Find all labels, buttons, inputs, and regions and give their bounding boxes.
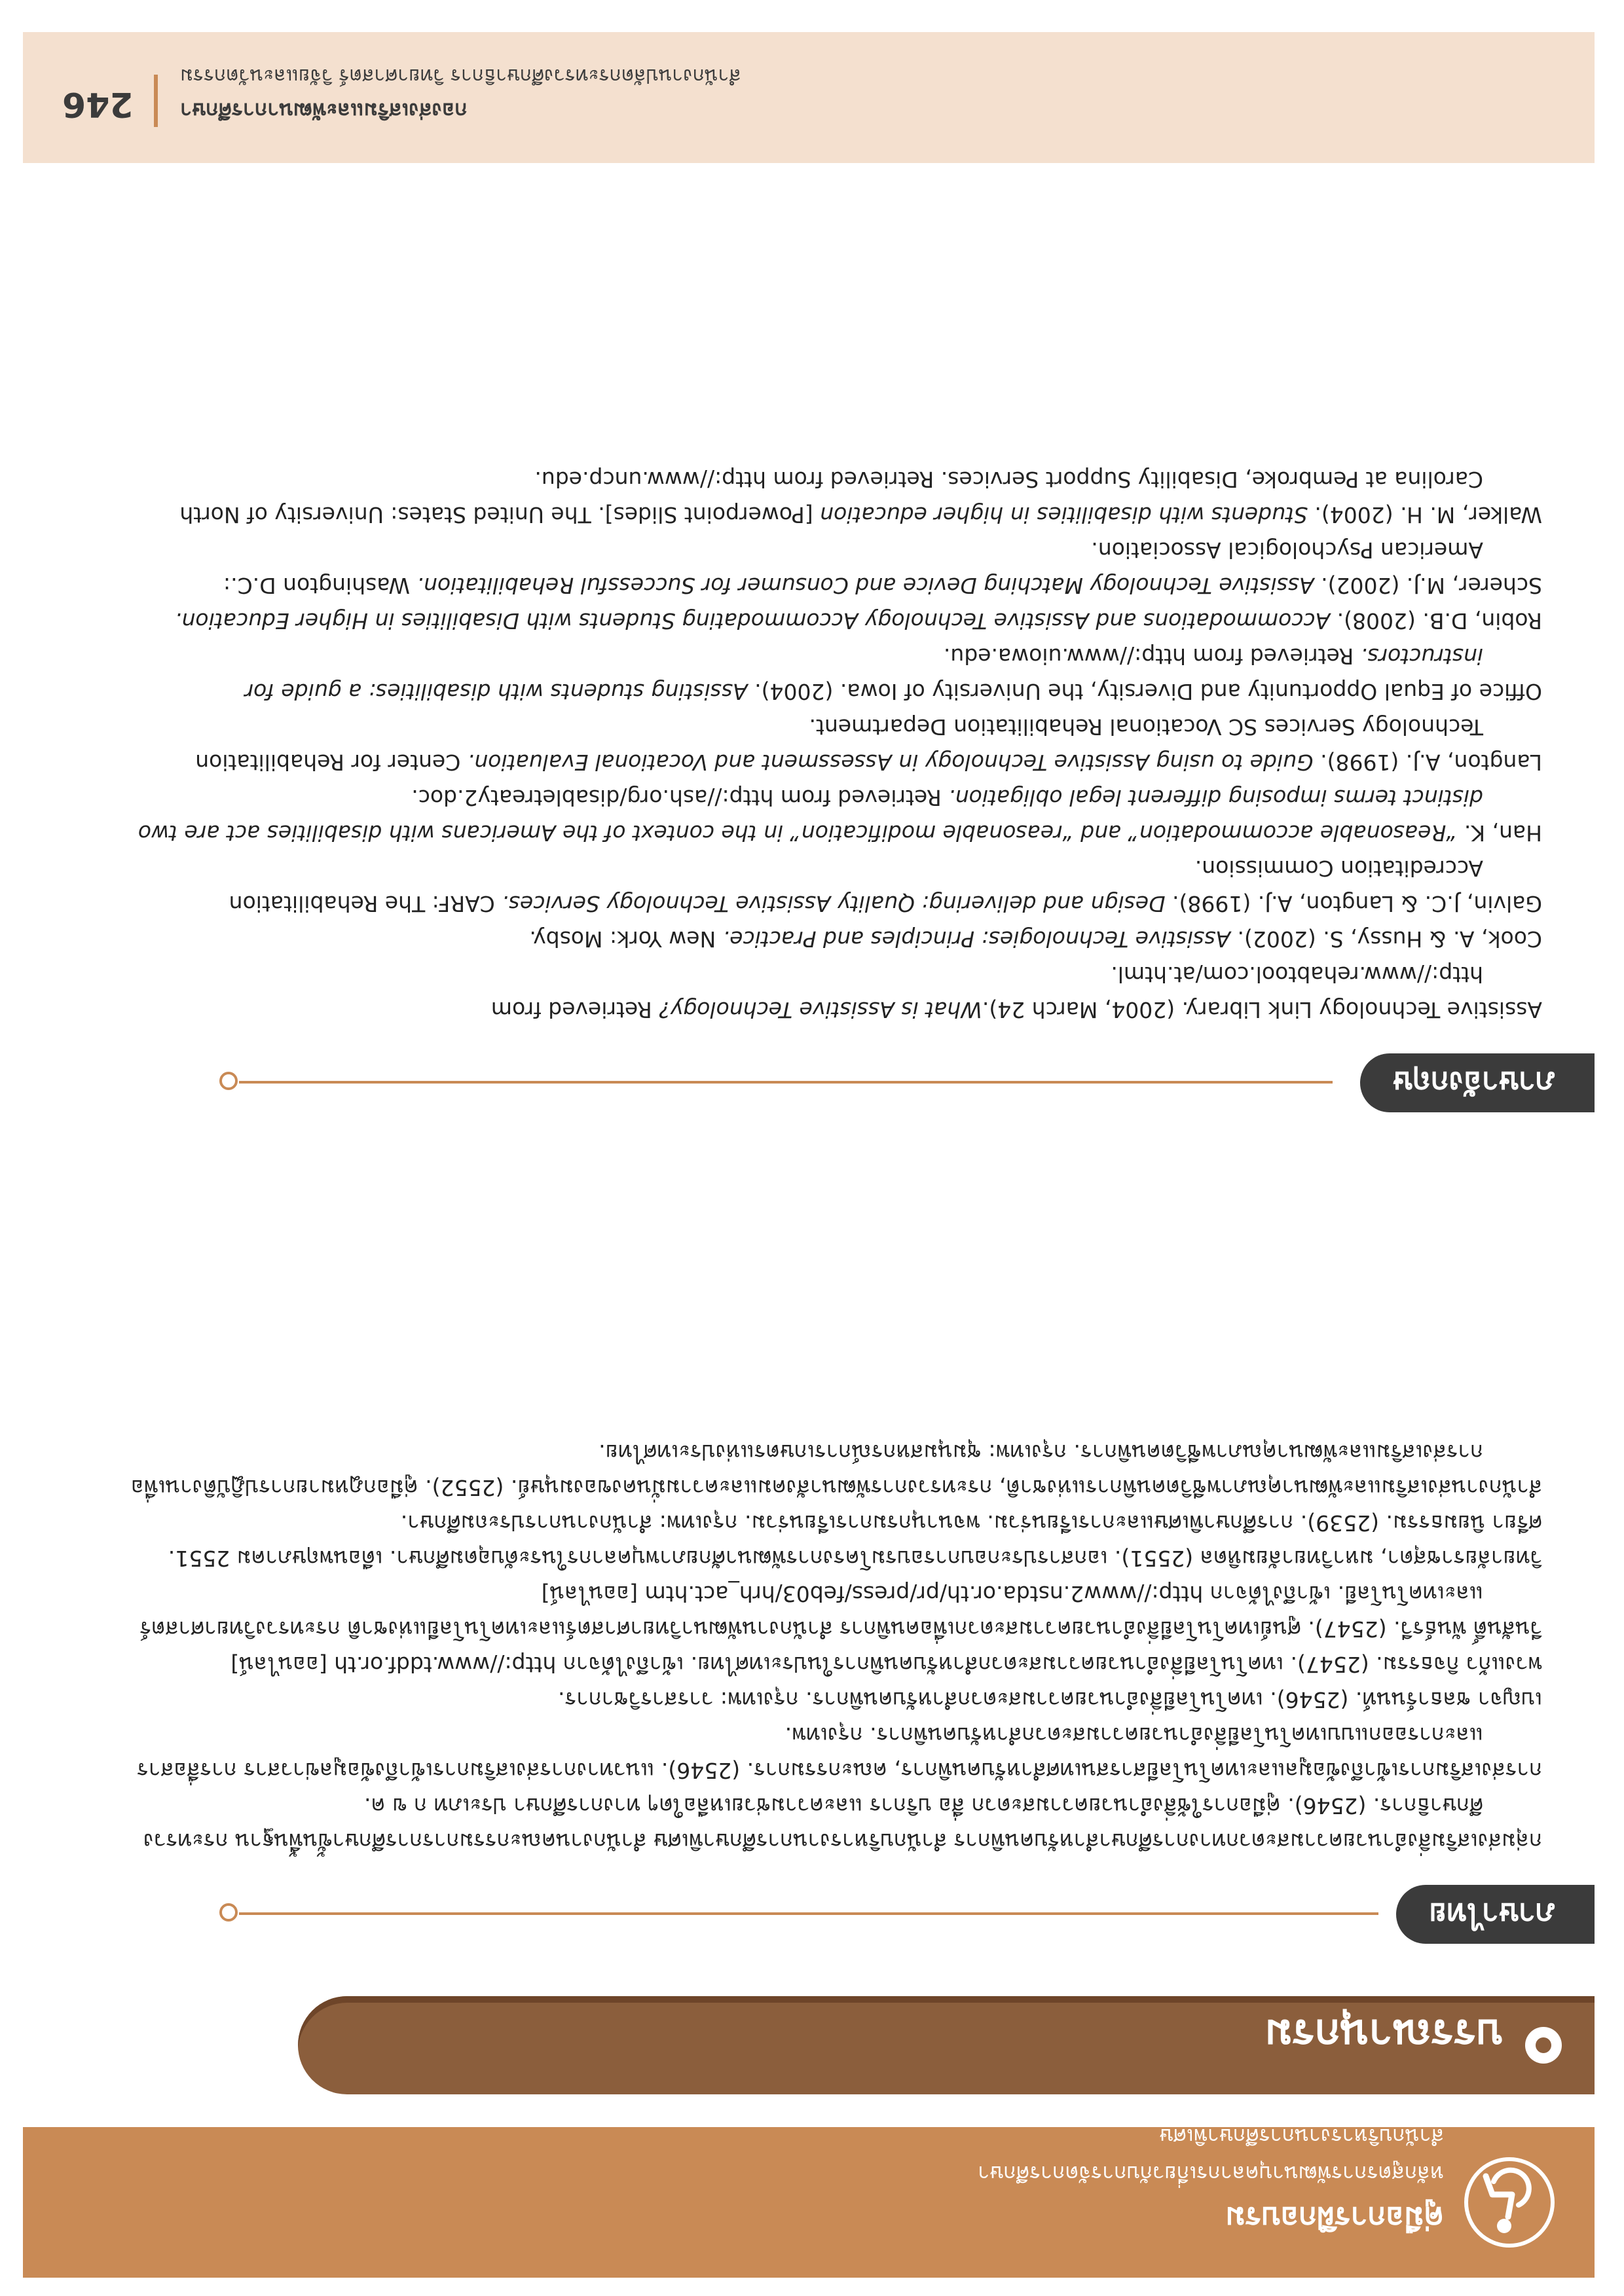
section-divider: [239, 1912, 1378, 1915]
reference-plain1-text: Galvin, J.C. & Langton, A.J. (1998).: [1165, 891, 1542, 917]
english-section-header: [219, 1053, 1595, 1112]
wheelchair-logo-icon: [1464, 2157, 1555, 2248]
thai-reference-item: วีนสันติ์ พันธ์รวี. (2547). ศูนย์เทคโนโลยีสิ่งอำนวยความสะดวกเพื่อคนพิการ สำนักงานพัฒนาวิทยาศาสตร์และเทคโนโลยีแห่งชาติ กระทรวงวิทยาศาสตร์และเทคโนโลยี. เข้าถึงได้จาก http://www2.nstda.or.th/pr/press/feb03/hrh_act.htm [ออนไลน์]: [139, 1581, 1542, 1642]
section-divider-end: [219, 1903, 238, 1922]
reference-italic-text: Assistive Technology Matching Device and Consumer for Successful Rehabilitation.: [416, 573, 1314, 598]
page-footer: [23, 32, 1595, 163]
page-content: [23, 19, 1595, 2278]
reference-plain2-text: Retrieved from http://www.uiowa.edu.: [943, 644, 1361, 669]
thai-reference-item: กลุ่มส่งเสริมสิ่งอำนวยความสะดวกทางการศึกษาสำหรับคนพิการ สำนักบริหารงานการศึกษาพิเศษ สำนักงานคณะกรรมการการศึกษาขั้นพื้นฐาน กระทรวงศึกษาธิการ. (2546). คู่มือการใช้สิ่งอำนวยความสะดวก สื่อ บริการ และความช่วยเหลือใดๆ ทางการศึกษา ประเภท ก ข ค.: [143, 1793, 1542, 1854]
thai-reference-list: [121, 1434, 1542, 1859]
brand-header: [23, 2124, 1595, 2278]
reference-plain1-text: Cook, A. & Hussy, S. (2002).: [1230, 926, 1542, 952]
reference-italic-text: Design and delivering: Quality Assistive Technology Services.: [502, 891, 1166, 917]
english-reference-item: [121, 638, 1542, 709]
thai-reference-item: พวงแก้ว กิจธรรม. (2547). เทคโนโลยีสิ่งอำนวยความสะดวกสำหรับคนพิการในประเทศไทย. เข้าถึงได้จาก http://www.tddf.or.th [ออนไลน์]: [231, 1652, 1542, 1677]
reference-plain2-text: Retrieved from http://www.rehabtool.com/at.html.: [490, 962, 1483, 1023]
reference-italic-text: Students with disabilities in higher education: [820, 502, 1308, 528]
english-reference-item: [121, 957, 1542, 1027]
section-bullet-icon: [1525, 2027, 1562, 2064]
chapter-title: บรรณานุกรม: [1264, 2010, 1503, 2058]
english-reference-item: [121, 850, 1542, 921]
reference-italic-text: Assisting students with disabilities: a guide for instructors.: [244, 644, 1483, 704]
thai-reference-item: วิทยาลัยราชสุดา, มหาวิทยาลัยมหิดล (2551). เอกสารประกอบการอบรมโครงการพัฒนาศักยภาพบุคลากรในระดับอุดมศึกษา. เดือนพฤษภาคม 2551.: [168, 1546, 1542, 1571]
reference-italic-text: Guide to using Assistive Technology in Assessment and Vocational Evaluation.: [467, 750, 1314, 775]
reference-plain1-text: Office of Equal Opportunity and Diversity, the University of Iowa. (2004).: [747, 679, 1542, 704]
reference-plain1-text: Han, K.: [1457, 820, 1542, 846]
reference-italic-text: Accommodations and Assistive Technology Accommodating Students with Disabilities in Higher Education.: [174, 608, 1331, 634]
reference-plain1-text: Langton, A.J. (1998).: [1313, 750, 1542, 775]
section-divider-end: [219, 1072, 238, 1090]
reference-italic-text: What is Assistive Technology?: [659, 997, 982, 1023]
english-reference-item: [121, 462, 1542, 532]
brand-text: [978, 2119, 1444, 2242]
thai-reference-item: สำนักงานส่งเสริมและพัฒนาคุณภาพชีวิตคนพิการแห่งชาติ, กระทรวงการพัฒนาสังคมและความมั่นคงของมนุษย์. (2552). คู่มือกฎหมายการปฏิบัติงานเพื่อการส่งเสริมและพัฒนาคุณภาพชีวิตคนพิการ. กรุงเทพ: ชุมนุมสหกรณ์การเกษตรแห่งประเทศไทย.: [130, 1440, 1542, 1501]
english-reference-item: [121, 603, 1542, 638]
english-reference-item: [121, 921, 1542, 957]
reference-plain1-text: Assistive Technology Link Library. (2004, March 24).: [982, 997, 1542, 1023]
reference-plain2-text: New York: Mosby.: [529, 926, 723, 952]
english-reference-item: [121, 709, 1542, 780]
english-reference-item: [121, 532, 1542, 603]
reference-plain2-text: [Powerpoint Slides]. The United States: University of North Carolina at Pembroke, Disability Support Services. Retrieved from http://www.uncp.edu.: [179, 467, 1483, 528]
reference-plain1-text: Walker, M. H. (2004).: [1307, 502, 1542, 528]
thai-reference-item: ศรียา นิยมธรรม. (2539). การศึกษาพิเศษและการเรียนร่วม. พจนานุกรมการเรียนร่วม. กรุงเทพ: สำนักงานการประถมศึกษา.: [400, 1510, 1542, 1536]
section-divider: [239, 1081, 1333, 1084]
reference-plain2-text: Retrieved from http://ash.org/disabletreaty2.doc.: [411, 785, 949, 811]
reference-plain1-text: Scherer, M.J. (2002).: [1314, 573, 1542, 598]
footer-line-1: กองส่งเสริมและพัฒนาการศึกษา: [180, 98, 468, 123]
reference-italic-text: “Reasonable accommodation” and “reasonable modification” in the context of the Americans with disabilities act are two distinct terms imposing different legal obligation.: [138, 785, 1483, 846]
thai-section-heading: ภาษาไทย: [1396, 1885, 1595, 1944]
page-number: 246: [62, 84, 134, 124]
reference-italic-text: Assistive Technologies: Principles and Practice.: [722, 926, 1231, 952]
footer-text: [180, 60, 741, 127]
reference-plain2-text: Washington D.C.: American Psychological Association.: [223, 538, 1483, 598]
reference-plain1-text: Robin, D.B. (2008).: [1330, 608, 1542, 634]
brand-line-2: สำนักบริหารงานการศึกษาพิเศษ: [1159, 2124, 1444, 2149]
brand-line-1: หลักสูตรการพัฒนาบุคลากรเกี่ยวกับการจัดการศึกษา: [978, 2161, 1444, 2186]
thai-reference-item: เบญจา ชลธาร์นนท์. (2546). เทคโนโลยีสิ่งอำนวยความสะดวกสำหรับคนพิการ. กรุงเทพ: วารสารวิชาการ.: [558, 1687, 1542, 1713]
english-reference-item: [121, 780, 1542, 850]
thai-reference-item: การส่งเสริมการเข้าถึงข้อมูลและเทคโนโลยีสารสนเทศสำหรับคนพิการ, คณะกรรมการ. (2546). แนวทางการส่งเสริมการเข้าถึงข้อมูลข่าวสาร การสื่อสาร และการออกแบบเทคโนโลยีสิ่งอำนวยความสะดวกสำหรับคนพิการ. กรุงเทพ.: [137, 1722, 1542, 1783]
thai-section-header: [219, 1885, 1595, 1944]
reference-plain2-text: Center for Rehabilitation Technology Services SC Vocational Rehabilitation Department.: [195, 714, 1483, 775]
footer-divider: [154, 75, 158, 127]
chapter-heading: [298, 1996, 1595, 2094]
english-reference-list: [121, 462, 1542, 1027]
english-section-heading: ภาษาอังกฤษ: [1360, 1053, 1595, 1112]
brand-title: คู่มือการฝึกอบรม: [1225, 2200, 1444, 2236]
reference-plain2-text: CARF: The Rehabilitation Accreditation Commission.: [229, 856, 1483, 917]
footer-line-2: สำนักงานปลัดกระทรวงศึกษาธิการ วิทยาศาสตร์ วิจัยและนวัตกรรม: [180, 64, 741, 87]
